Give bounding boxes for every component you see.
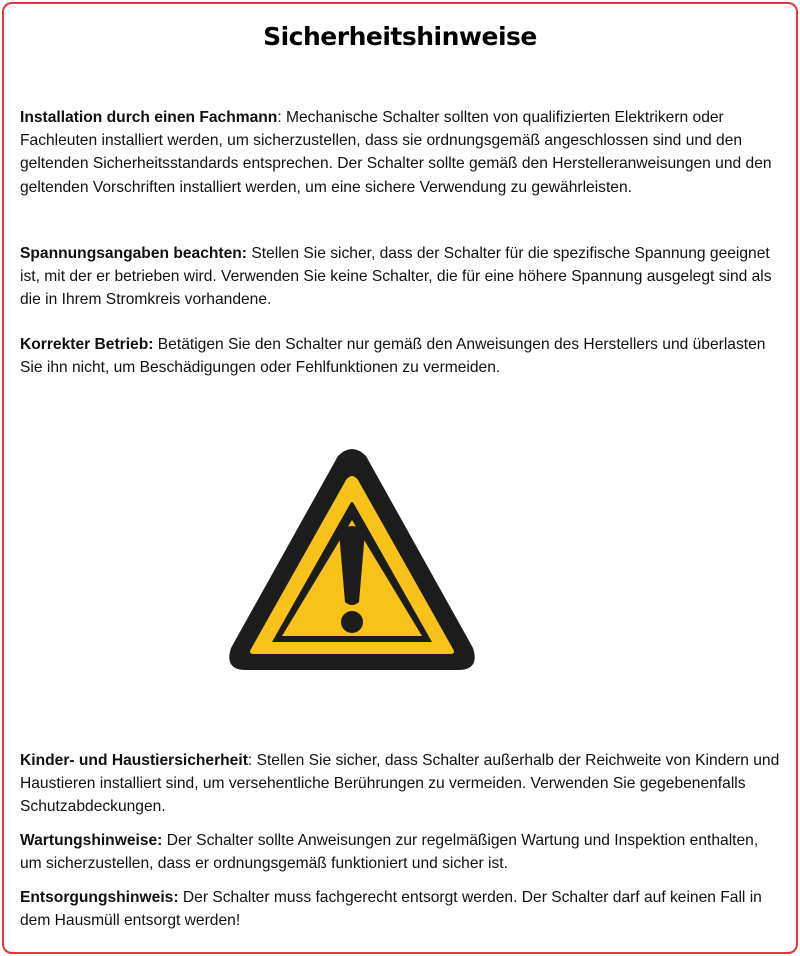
section-heading: Spannungsangaben beachten: [20,245,248,262]
section-text: Mechanische Schalter sollten von qualifizierten Elektrikern oder Fachleuten installiert werden, um sicherzustellen, dass sie ordnungsgemäß angeschlossen sind und den geltenden Sicherheitsstandards entsprechen. Der Schalter sollte gemäß den Herstelleranweisungen und den geltenden Vorschriften installiert werden, um eine sichere Verwendung zu gewährleisten. [20,109,772,196]
section-text: Der Schalter muss fachgerecht entsorgt werden. Der Schalter darf auf keinen Fall in dem Hausmüll entsorgt werden! [20,889,762,930]
section-text: Betätigen Sie den Schalter nur gemäß den Anweisungen des Herstellers und überlasten Sie ihn nicht, um Beschädigungen oder Fehlfunktionen zu vermeiden. [20,336,766,377]
section-separator: : [247,752,253,769]
exclamation-dot [341,611,363,633]
section-betrieb [20,333,780,379]
warning-triangle-icon [226,448,478,672]
section-wartung [20,829,780,875]
section-text: Der Schalter sollte Anweisungen zur regelmäßigen Wartung und Inspektion enthalten, um sicherzustellen, dass er ordnungsgemäß funktioniert und sicher ist. [20,832,759,873]
page-title: Sicherheitshinweise [263,22,537,51]
section-spannung [20,242,780,312]
section-text: Stellen Sie sicher, dass der Schalter für die spezifische Spannung geeignet ist, mit der er betrieben wird. Verwenden Sie keine Schalter, die für eine höhere Spannung ausgelegt sind als die in Ihrem Stromkreis vorhandene. [20,245,772,309]
section-text: Stellen Sie sicher, dass Schalter außerhalb der Reichweite von Kindern und Haustieren installiert sind, um versehentliche Berührungen zu vermeiden. Verwenden Sie gegebenenfalls Schutzabdeckungen. [20,752,780,816]
section-heading: Installation durch einen Fachmann [20,109,278,126]
section-heading: Wartungshinweise: [20,832,163,849]
section-installation [20,106,780,199]
section-heading: Entsorgungshinweis: [20,889,179,906]
section-heading: Kinder- und Haustiersicherheit [20,752,248,769]
section-kinder [20,749,780,819]
section-entsorgung [20,886,780,932]
section-separator: : [277,109,282,126]
section-heading: Korrekter Betrieb: [20,336,154,353]
